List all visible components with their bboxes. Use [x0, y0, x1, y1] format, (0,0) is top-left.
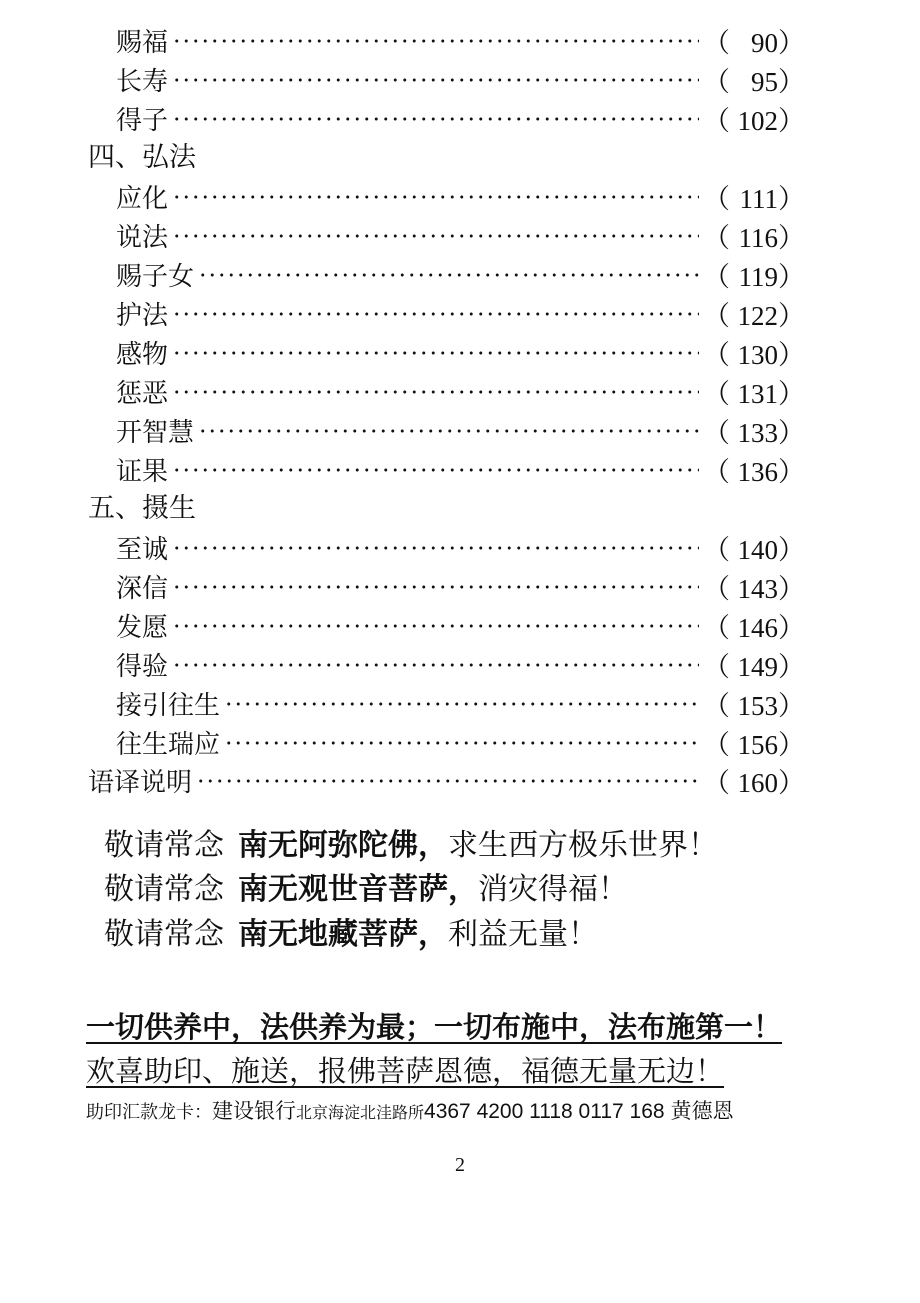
toc-leader-dots	[196, 779, 699, 783]
toc-section-heading: 五、摄生	[88, 493, 196, 524]
toc-leader-dots	[172, 39, 699, 43]
toc-page: （ 160）	[703, 768, 805, 798]
toc-label: 应化	[116, 184, 169, 214]
toc-page: （ 111）	[703, 184, 805, 214]
recitation-line	[104, 913, 598, 957]
toc-page: （ 146）	[703, 613, 805, 643]
toc-page: （ 136）	[703, 457, 805, 487]
toc-page: （ 116）	[703, 223, 805, 253]
toc-leader-dots	[224, 741, 699, 745]
recitation-name: 南无阿弥陀佛，	[238, 828, 448, 863]
recitation-prefix: 敬请常念	[104, 828, 224, 863]
toc-label: 赐福	[116, 28, 169, 58]
recitation-suffix: 利益无量！	[448, 917, 598, 952]
toc-leader-dots	[198, 429, 699, 433]
toc-row-deyan	[116, 645, 805, 684]
toc-leader-dots	[172, 234, 699, 238]
page-number: 2	[455, 1154, 465, 1176]
recitation-name: 南无地藏菩萨，	[238, 917, 448, 952]
toc-row-dezi	[116, 99, 805, 138]
toc-leader-dots	[172, 351, 699, 355]
toc-leader-dots	[172, 312, 699, 316]
toc-page: （ 122）	[703, 301, 805, 331]
toc-page: （ 156）	[703, 730, 805, 760]
toc-page: （ 90）	[703, 28, 805, 58]
toc-row-changshou	[116, 60, 805, 99]
toc-row-cheng-e	[116, 372, 805, 411]
toc-leader-dots	[172, 663, 699, 667]
toc-page: （ 102）	[703, 106, 805, 136]
donation-info	[86, 1094, 734, 1130]
toc-page: （ 95）	[703, 67, 805, 97]
toc-leader-dots	[172, 468, 699, 472]
toc-label: 长寿	[116, 67, 169, 97]
toc-section-heading: 四、弘法	[88, 142, 196, 173]
slogan-line-1: 一切供养中，法供养为最；一切布施中，法布施第一！	[86, 1010, 783, 1044]
toc-label: 感物	[116, 340, 169, 370]
donation-label: 助印汇款龙卡：	[86, 1102, 212, 1123]
toc-row-shuofa	[116, 216, 805, 255]
toc-page: （ 131）	[703, 379, 805, 409]
toc-row-yinghua	[116, 177, 805, 216]
toc-row-appendix	[88, 761, 805, 800]
toc-leader-dots	[172, 546, 699, 550]
recitation-line	[104, 868, 628, 912]
toc-row-ciziny	[116, 255, 805, 294]
donation-holder: 黄德恩	[670, 1099, 734, 1123]
toc-label: 护法	[116, 301, 169, 331]
toc-label: 至诚	[116, 535, 169, 565]
toc-label: 说法	[116, 223, 169, 253]
toc-row-ganwu	[116, 333, 805, 372]
toc-label: 惩恶	[116, 379, 169, 409]
toc-row-wangsheng-ruiying	[116, 723, 805, 762]
toc-row-zhengguo	[116, 450, 805, 489]
toc-label: 语译说明	[88, 768, 193, 798]
toc-row-fayuan	[116, 606, 805, 645]
recitation-prefix: 敬请常念	[104, 917, 224, 952]
toc-leader-dots	[172, 117, 699, 121]
toc-page: （ 133）	[703, 418, 805, 448]
slogan-line-2: 欢喜助印、施送，报佛菩萨恩德，福德无量无边！	[86, 1054, 725, 1088]
recitation-line	[104, 824, 718, 868]
toc-row-kaizhihui	[116, 411, 805, 450]
toc-row-shenxin	[116, 567, 805, 606]
recitation-name: 南无观世音菩萨，	[238, 872, 478, 907]
toc-row-cifu	[116, 21, 805, 60]
toc-label: 往生瑞应	[116, 730, 221, 760]
toc-page: （ 143）	[703, 574, 805, 604]
toc-page: （ 140）	[703, 535, 805, 565]
toc-leader-dots	[172, 585, 699, 589]
toc-row-hufa	[116, 294, 805, 333]
toc-leader-dots	[172, 78, 699, 82]
toc-label: 接引往生	[116, 691, 221, 721]
toc-label: 得验	[116, 652, 169, 682]
toc-label: 开智慧	[116, 418, 195, 448]
toc-page: （ 130）	[703, 340, 805, 370]
recitation-prefix: 敬请常念	[104, 872, 224, 907]
toc-page: （ 149）	[703, 652, 805, 682]
donation-branch: 北京海淀北洼路所	[296, 1103, 425, 1122]
toc-label: 证果	[116, 457, 169, 487]
toc-leader-dots	[198, 273, 699, 277]
recitation-suffix: 消灾得福！	[478, 872, 628, 907]
toc-leader-dots	[224, 702, 699, 706]
toc-page: （ 119）	[703, 262, 805, 292]
toc-label: 发愿	[116, 613, 169, 643]
donation-account: 4367 4200 1118 0117 168	[424, 1100, 665, 1123]
toc-page: （ 153）	[703, 691, 805, 721]
toc-label: 赐子女	[116, 262, 195, 292]
toc-label: 得子	[116, 106, 169, 136]
toc-label: 深信	[116, 574, 169, 604]
toc-leader-dots	[172, 195, 699, 199]
recitation-suffix: 求生西方极乐世界！	[448, 828, 718, 863]
donation-bank: 建设银行	[212, 1099, 296, 1123]
toc-leader-dots	[172, 390, 699, 394]
toc-row-jieyin-wangsheng	[116, 684, 805, 723]
toc-row-zhicheng	[116, 528, 805, 567]
toc-leader-dots	[172, 624, 699, 628]
